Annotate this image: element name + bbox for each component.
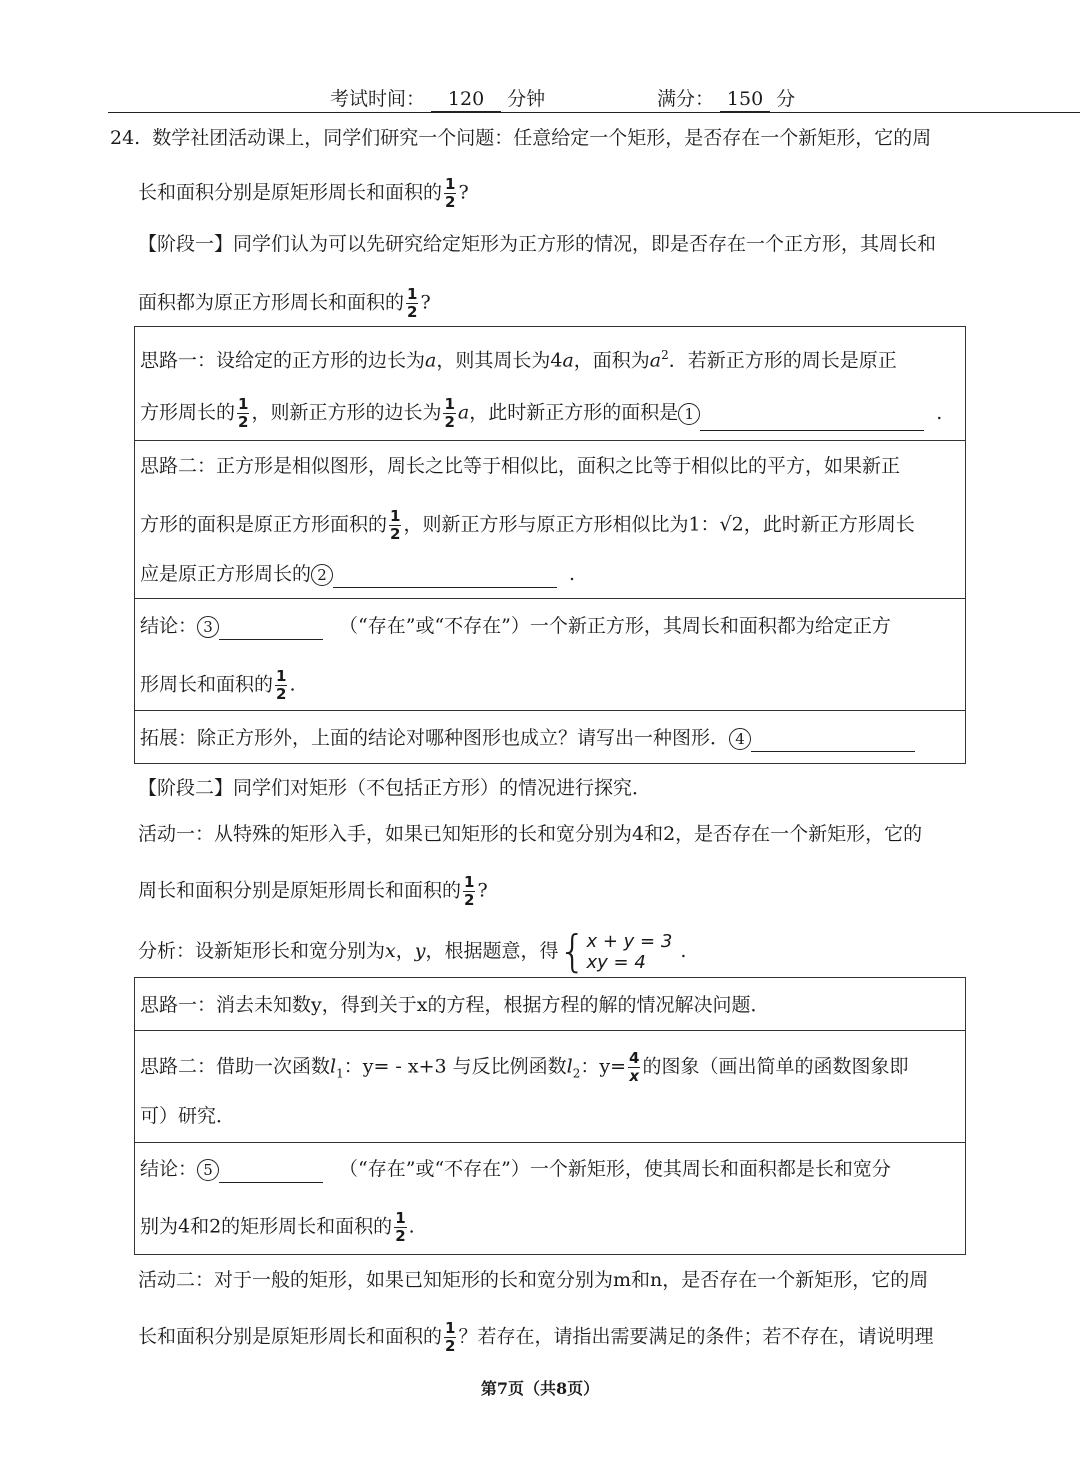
idea4-line-1: 思路二：借助一次函数$l_1$：y= - x+3 与反比例函数$l_2$：y= $\frac{4}{x}$ 的图象（画出简单的函数图象即 (140, 1049, 909, 1085)
equation-system: { x + y = 3 xy = 4 (558, 926, 673, 977)
fraction-half: $\frac{1}{2}$ (276, 667, 287, 703)
intro-text-2: 长和面积分别是原矩形周长和面积的 (138, 181, 443, 204)
idea4-line-2 (140, 1102, 235, 1130)
time-label: 考试时间： (330, 88, 426, 110)
question-number: 24. (110, 127, 141, 149)
activity2-text: 活动二：对于一般的矩形，如果已知矩形的长和宽分别为m和n，是否存在一个新矩形，它的周 (138, 1269, 929, 1291)
idea1-text: ，此时新正方形的面积是 (469, 401, 679, 424)
idea4-text: 的图象（画出简单的函数图象即 (642, 1055, 909, 1078)
fraction-half: $\frac{1}{2}$ (238, 395, 249, 431)
exam-score (657, 84, 795, 112)
answer-blank-1[interactable] (700, 410, 924, 431)
table-divider (134, 598, 966, 599)
blank-number-5: 5 (197, 1159, 219, 1181)
idea2-text: 方形的面积是原正方形面积的 (140, 513, 388, 536)
stage2-line (138, 774, 651, 802)
idea1-line-1: 思路一：设给定的正方形的边长为a，则其周长为4a，面积为$a^2$．若新正方形的周长是原正 (140, 348, 897, 372)
activity1-line-2: 周长和面积分别是原矩形周长和面积的 $\frac{1}{2}$ ? (138, 873, 488, 909)
table-divider (134, 1142, 966, 1143)
stage1-text-2: 面积都为原正方形周长和面积的 (138, 291, 405, 314)
fraction-half: $\frac{1}{2}$ (445, 175, 456, 211)
score-unit: 分 (776, 88, 796, 110)
fraction-4-over-x: $\frac{4}{x}$ (629, 1049, 640, 1085)
fraction-half: $\frac{1}{2}$ (390, 507, 401, 543)
answer-blank-3[interactable] (219, 619, 323, 640)
idea4-text: ：y= (580, 1055, 627, 1078)
idea2-text: 应是原正方形周长的 (140, 563, 312, 585)
idea1-text: ，则其周长为4 (436, 349, 563, 372)
analysis-text: ，根据题意，得 (425, 940, 559, 962)
conclusion-text: 别为4和2的矩形周长和面积的 (140, 1215, 393, 1238)
conclusion-text: 结论： (140, 615, 198, 637)
conclusion-text: 形周长和面积的 (140, 673, 274, 696)
blank-number-2: 2 (311, 564, 333, 586)
idea3-line (140, 991, 769, 1019)
blank-number-1: 1 (678, 403, 700, 425)
conclusion-text: （“存在”或“不存在”）一个新正方形，其周长和面积都为给定正方 (339, 615, 891, 637)
exam-time (330, 84, 545, 112)
table-divider (134, 1030, 966, 1031)
blank-number-3: 3 (197, 616, 219, 638)
activity2-line-2 (138, 1320, 933, 1355)
idea2-line-2 (140, 508, 915, 543)
table-divider (134, 710, 966, 711)
exam-header (0, 82, 1080, 114)
conclusion2-line-1 (140, 1155, 891, 1183)
activity1-text: 周长和面积分别是原矩形周长和面积的 (138, 879, 462, 902)
idea1-line-2: 方形周长的 $\frac{1}{2}$ ，则新正方形的边长为 $\frac{1}{2}$ a，此时新正方形的面积是 1 . (140, 395, 943, 431)
fraction-half: $\frac{1}{2}$ (395, 1209, 406, 1245)
question-intro-line-1 (110, 124, 931, 152)
answer-blank-5[interactable] (219, 1162, 323, 1183)
idea3-text: 思路一：消去未知数y，得到关于x的方程，根据方程的解的情况解决问题． (140, 994, 770, 1016)
conclusion-text: 结论： (140, 1158, 198, 1180)
conclusion1-line-1 (140, 612, 891, 640)
idea1-text: ．若新正方形的周长是原正 (668, 349, 897, 372)
activity2-line-1 (138, 1266, 928, 1294)
time-value: 120 (431, 87, 501, 112)
blank-number-4: 4 (729, 728, 751, 750)
idea1-text: 方形周长的 (140, 401, 236, 424)
fraction-half: $\frac{1}{2}$ (407, 285, 418, 321)
question-intro-line-2: 长和面积分别是原矩形周长和面积的 $\frac{1}{2}$ ? (138, 175, 469, 211)
activity1-line-1 (138, 820, 922, 848)
intro-text-1: 数学社团活动课上，同学们研究一个问题：任意给定一个矩形，是否存在一个新矩形，它的周 (152, 127, 932, 149)
fraction-half: $\frac{1}{2}$ (445, 1319, 456, 1355)
stage1-text-1: 【阶段一】同学们认为可以先研究给定矩形为正方形的情况，即是否存在一个正方形，其周长和 (138, 233, 937, 255)
score-value: 150 (720, 87, 770, 112)
header-rule (108, 112, 1080, 113)
fraction-half: $\frac{1}{2}$ (464, 873, 475, 909)
score-label: 满分： (657, 88, 715, 110)
conclusion1-line-2: 形周长和面积的 $\frac{1}{2}$ . (140, 667, 296, 703)
extension-text: 拓展：除正方形外，上面的结论对哪种图形也成立？请写出一种图形． (140, 727, 730, 749)
idea2-text: 思路二：正方形是相似图形，周长之比等于相似比，面积之比等于相似比的平方，如果新正 (140, 455, 901, 477)
equation-1: x + y = 3 (586, 931, 673, 952)
conclusion2-line-2: 别为4和2的矩形周长和面积的 $\frac{1}{2}$ . (140, 1209, 415, 1245)
equation-2: xy = 4 (586, 952, 646, 973)
stage1-line-1 (138, 230, 936, 258)
idea4-text: 思路二：借助一次函数 (140, 1055, 331, 1078)
idea2-text: ，则新正方形与原正方形相似比为1：√2，此时新正方形周长 (403, 513, 915, 536)
stage2-text: 【阶段二】同学们对矩形（不包括正方形）的情况进行探究． (138, 777, 652, 799)
analysis-line: 分析：设新矩形长和宽分别为x，y，根据题意，得 { x + y = 3 xy = 4 . (138, 926, 687, 977)
conclusion-text: （“存在”或“不存在”）一个新矩形，使其周长和面积都是长和宽分 (339, 1158, 891, 1180)
idea2-line-1 (140, 452, 900, 480)
answer-blank-4[interactable] (751, 731, 915, 752)
stage1-line-2: 面积都为原正方形周长和面积的 $\frac{1}{2}$ ? (138, 285, 431, 321)
activity2-text: 长和面积分别是原矩形周长和面积的 (138, 1325, 443, 1348)
idea2-line-3: 应是原正方形周长的 2 . (140, 560, 575, 588)
activity1-text: 活动一：从特殊的矩形入手，如果已知矩形的长和宽分别为4和2，是否存在一个新矩形，它的 (138, 823, 923, 845)
idea1-text: ，面积为 (573, 349, 650, 372)
page-footer: 第7页（共8页） (480, 1379, 600, 1398)
idea4-text: ：y= - x+3 与反比例函数 (343, 1055, 567, 1078)
time-unit: 分钟 (507, 88, 546, 110)
idea1-text: ，则新正方形的边长为 (251, 401, 442, 424)
analysis-text: 分析：设新矩形长和宽分别为 (138, 940, 386, 962)
table-divider (134, 440, 966, 441)
fraction-half: $\frac{1}{2}$ (444, 395, 455, 431)
activity2-text: ？若存在，请指出需要满足的条件；若不存在，请说明理 (458, 1325, 934, 1348)
idea4-text: 可）研究． (140, 1105, 236, 1127)
extension-line (140, 724, 915, 752)
idea1-text: 思路一：设给定的正方形的边长为 (140, 349, 426, 372)
answer-blank-2[interactable] (333, 567, 557, 588)
